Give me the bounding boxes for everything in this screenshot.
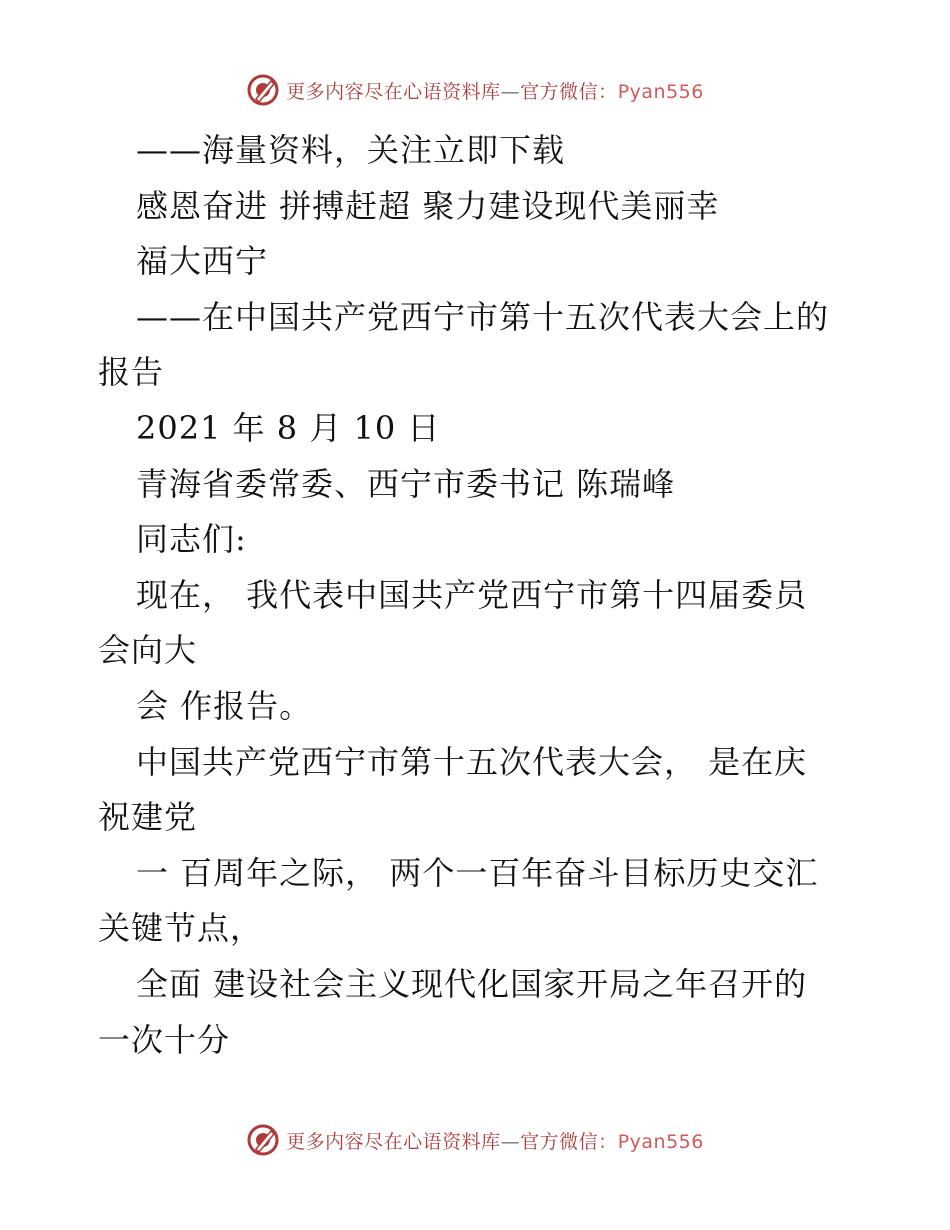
- footer-banner-account: Pyan556: [617, 1130, 704, 1153]
- footer-banner-main: 更多内容尽在心语资料库: [286, 1130, 501, 1153]
- doc-line: 同志们:: [136, 520, 247, 559]
- doc-line: 一次十分: [98, 1020, 231, 1059]
- library-logo-icon: [246, 1123, 280, 1157]
- header-banner-text: [286, 77, 704, 104]
- doc-line: 中国共产党西宁市第十五次代表大会， 是在庆: [136, 742, 808, 781]
- library-logo-icon: [246, 73, 280, 107]
- doc-line: 会 作报告。: [136, 686, 313, 725]
- doc-line: 一 百周年之际， 两个一百年奋斗目标历史交汇: [136, 853, 819, 892]
- footer-banner-sub: 官方微信：: [520, 1130, 618, 1153]
- header-banner: [0, 70, 950, 110]
- header-banner-sub: 官方微信：: [520, 80, 618, 103]
- header-banner-account: Pyan556: [617, 80, 704, 103]
- doc-line: 2021 年 8 月 10 日: [136, 408, 441, 447]
- doc-line: 感恩奋进 拼搏赶超 聚力建设现代美丽幸: [136, 186, 720, 225]
- doc-line: 报告: [98, 353, 165, 392]
- document-body: [98, 123, 868, 1068]
- doc-line: 关键节点，: [98, 909, 264, 948]
- doc-line: 祝建党: [98, 798, 198, 837]
- doc-line: 会向大: [98, 631, 198, 670]
- header-banner-main: 更多内容尽在心语资料库: [286, 80, 501, 103]
- footer-banner-text: [286, 1127, 704, 1154]
- header-banner-separator: —: [500, 80, 521, 103]
- doc-line: ——海量资料，关注立即下载: [136, 131, 566, 169]
- doc-line: ——在中国共产党西宁市第十五次代表大会上的: [136, 297, 830, 336]
- footer-banner-separator: —: [500, 1130, 521, 1153]
- footer-banner: [0, 1120, 950, 1160]
- doc-line: 现在， 我代表中国共产党西宁市第十四届委员: [136, 575, 808, 614]
- doc-line: 青海省委常委、西宁市委书记 陈瑞峰: [136, 464, 676, 503]
- doc-line: 全面 建设社会主义现代化国家开局之年召开的: [136, 964, 808, 1003]
- doc-line: 福大西宁: [136, 242, 269, 281]
